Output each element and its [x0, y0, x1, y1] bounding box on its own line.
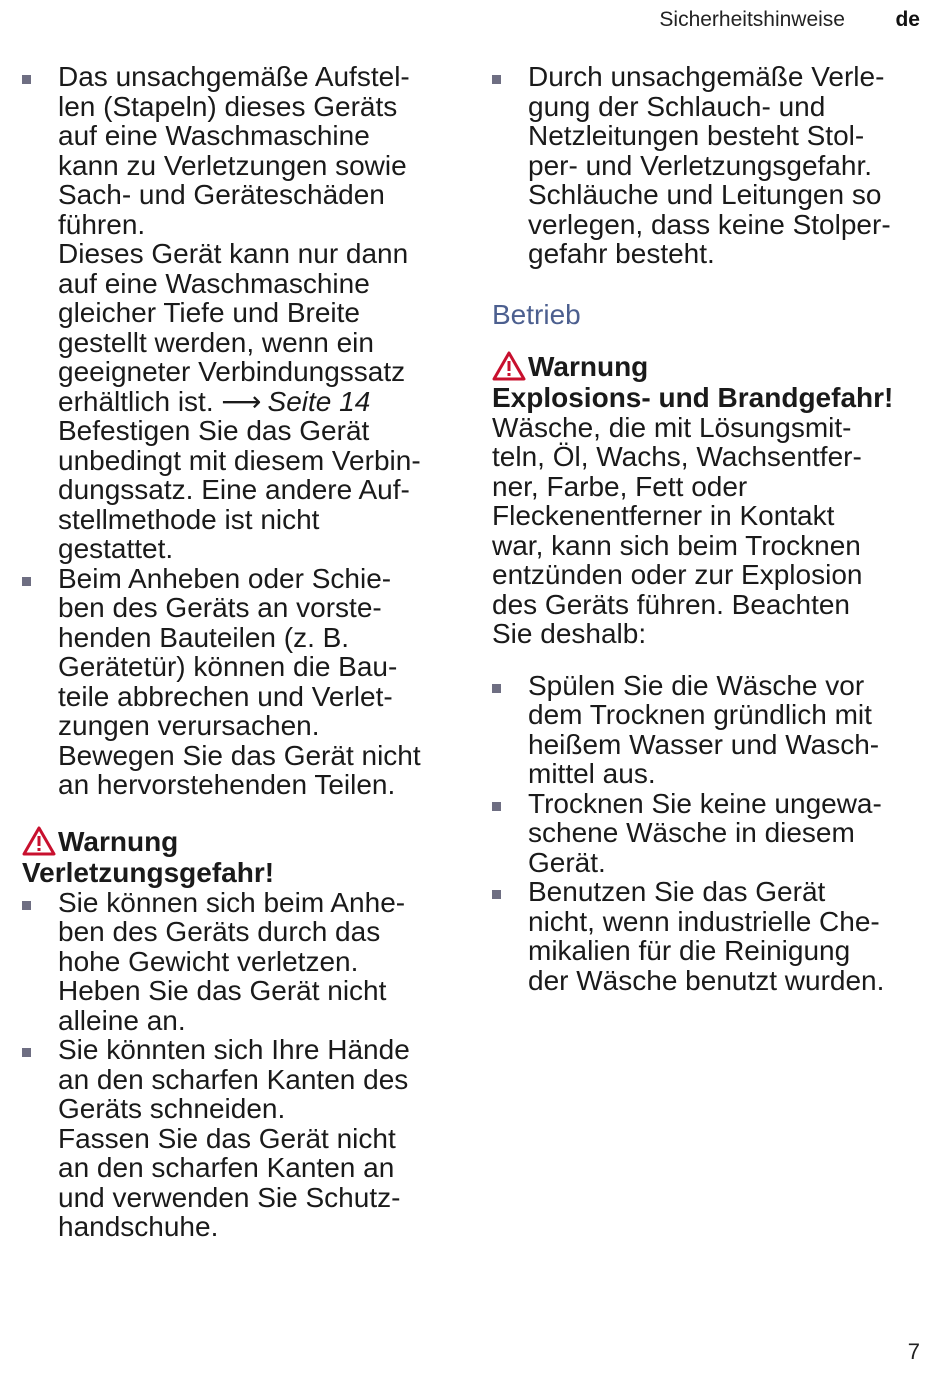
list-item	[22, 1035, 462, 1242]
text-line: an hervorstehenden Teilen.	[58, 769, 396, 800]
text-line: Sie deshalb:	[492, 618, 647, 649]
list-item	[22, 888, 462, 1036]
warning-heading	[492, 351, 932, 382]
text-line-with-reference	[58, 387, 462, 417]
text-line: Benutzen Sie das Gerät	[528, 876, 826, 907]
square-bullet-icon	[22, 901, 31, 910]
text-line: nicht, wenn industrielle Che-	[528, 905, 880, 937]
text-line: zungen verursachen.	[58, 710, 320, 741]
text-line: und verwenden Sie Schutz-	[58, 1181, 401, 1213]
text-line: kann zu Verletzungen sowie	[58, 149, 407, 181]
warning-heading	[22, 826, 462, 857]
text-line: handschuhe.	[58, 1211, 219, 1242]
warning-triangle-icon	[22, 826, 56, 856]
text-line: des Geräts führen. Beachten	[492, 588, 850, 620]
text-line: an den scharfen Kanten des	[58, 1063, 409, 1095]
square-bullet-icon	[492, 890, 501, 899]
warning-title: Warnung	[528, 350, 649, 382]
page-number: 7	[907, 1339, 920, 1364]
square-bullet-icon	[492, 75, 501, 84]
text-line: dem Trocknen gründlich mit	[528, 699, 872, 730]
text-line: Gerät.	[528, 846, 606, 878]
text-line: teln, Öl, Wachs, Wachsentfer-	[492, 441, 862, 472]
square-bullet-icon	[22, 577, 31, 586]
square-bullet-icon	[492, 802, 501, 811]
list-item	[22, 564, 462, 800]
warning-block	[22, 826, 462, 888]
header-section-title: Sicherheitshinweise	[659, 8, 845, 31]
text-line: Beim Anheben oder Schie-	[58, 562, 392, 594]
text-line: Wäsche, die mit Lösungsmit-	[492, 411, 852, 443]
square-bullet-icon	[492, 684, 501, 693]
text-line: war, kann sich beim Trocknen	[492, 529, 861, 561]
warning-subtitle: Verletzungsgefahr!	[22, 856, 275, 888]
text-line: Gerätetür) können die Bau-	[58, 651, 398, 682]
square-bullet-icon	[22, 1048, 31, 1057]
text-line: verlegen, dass keine Stolper-	[528, 208, 891, 240]
text-line: gung der Schlauch- und	[528, 90, 826, 122]
section-heading-betrieb: Betrieb	[492, 298, 581, 330]
warning-paragraph	[492, 413, 932, 649]
text-line: hohe Gewicht verletzen.	[58, 945, 359, 977]
text-line: Fassen Sie das Gerät nicht	[58, 1122, 396, 1154]
text-line: henden Bauteilen (z. B.	[58, 621, 350, 653]
text-line: Spülen Sie die Wäsche vor	[528, 669, 865, 701]
text-line: auf eine Waschmaschine	[58, 267, 370, 299]
text-line: geeigneter Verbindungssatz	[58, 356, 406, 387]
arrow-right-icon: ⟶	[221, 385, 262, 417]
list-item	[22, 62, 462, 564]
text-line: gestattet.	[58, 533, 174, 564]
page-header	[0, 8, 950, 38]
left-column	[22, 62, 462, 1242]
text-line: Heben Sie das Gerät nicht	[58, 975, 387, 1006]
text-line: Befestigen Sie das Gerät	[58, 415, 370, 446]
text-line: Trocknen Sie keine ungewa-	[528, 787, 882, 819]
warning-subtitle: Explosions- und Brandgefahr!	[492, 381, 894, 413]
text-line: mikalien für die Reinigung	[528, 935, 851, 966]
text-line: gefahr besteht.	[528, 238, 715, 269]
text-line: führen.	[58, 208, 146, 240]
text-line: teile abbrechen und Verlet-	[58, 680, 393, 712]
text-line: Dieses Gerät kann nur dann	[58, 238, 409, 269]
text-line: auf eine Waschmaschine	[58, 120, 370, 151]
text-line: ben des Geräts an vorste-	[58, 592, 382, 623]
page-reference-link[interactable]: Seite 14	[267, 385, 371, 417]
square-bullet-icon	[22, 75, 31, 84]
text-line: unbedingt mit diesem Verbin-	[58, 444, 421, 476]
list-item	[492, 671, 932, 789]
text-line: len (Stapeln) dieses Geräts	[58, 90, 398, 122]
text-line: gestellt werden, wenn ein	[58, 326, 374, 358]
right-column	[492, 62, 932, 995]
text-line: heißem Wasser und Wasch-	[528, 728, 880, 760]
list-item	[492, 62, 932, 269]
text-line: stellmethode ist nicht	[58, 503, 320, 535]
reference-prefix: erhältlich ist.	[58, 385, 214, 417]
warning-block	[492, 351, 932, 413]
warning-title: Warnung	[58, 825, 179, 857]
text-line: alleine an.	[58, 1004, 186, 1036]
text-line: Das unsachgemäße Aufstel-	[58, 61, 410, 92]
text-line: an den scharfen Kanten an	[58, 1152, 395, 1183]
text-line: entzünden oder zur Explosion	[492, 559, 863, 590]
list-item	[492, 877, 932, 995]
text-line: Netzleitungen besteht Stol-	[528, 120, 865, 151]
list-item	[492, 789, 932, 878]
header-language-code: de	[895, 8, 920, 31]
warning-triangle-icon	[492, 351, 526, 381]
text-line: Sie könnten sich Ihre Hände	[58, 1034, 410, 1065]
text-line: mittel aus.	[528, 758, 656, 789]
text-line: der Wäsche benutzt wurden.	[528, 964, 885, 996]
text-line: Durch unsachgemäße Verle-	[528, 61, 885, 92]
text-line: Bewegen Sie das Gerät nicht	[58, 739, 421, 771]
text-line: schene Wäsche in diesem	[528, 817, 855, 848]
text-line: gleicher Tiefe und Breite	[58, 297, 360, 328]
text-line: Schläuche und Leitungen so	[528, 179, 882, 210]
text-line: Fleckenentferner in Kontakt	[492, 500, 835, 531]
text-line: Sach- und Geräteschäden	[58, 179, 385, 210]
text-line: ben des Geräts durch das	[58, 916, 381, 947]
text-line: dungssatz. Eine andere Auf-	[58, 474, 410, 505]
text-line: ner, Farbe, Fett oder	[492, 470, 748, 502]
text-line: per- und Verletzungsgefahr.	[528, 149, 873, 181]
text-line: Sie können sich beim Anhe-	[58, 886, 406, 918]
text-line: Geräts schneiden.	[58, 1093, 286, 1124]
